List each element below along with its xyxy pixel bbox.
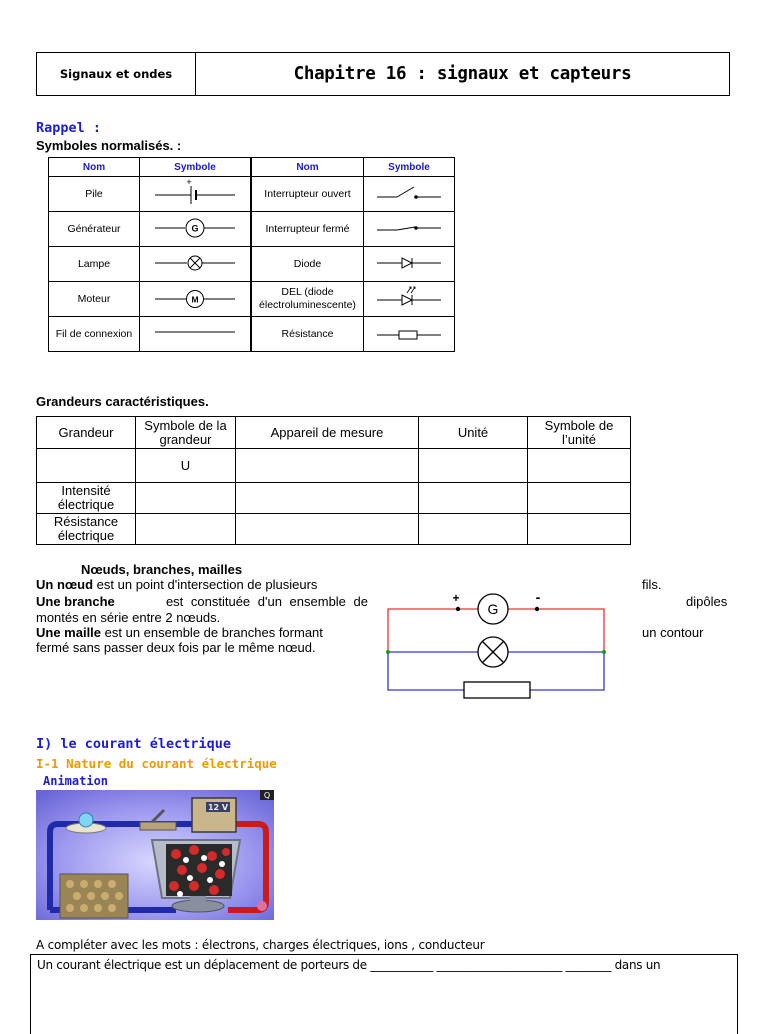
- symbol-name: Lampe: [49, 247, 140, 282]
- unite-cell[interactable]: [419, 449, 528, 483]
- rappel-heading: Rappel :: [36, 120, 102, 136]
- subsection-title: I-1 Nature du courant électrique: [36, 756, 277, 771]
- exercise-instruction: A compléter avec les mots : électrons, charges électriques, ions , conducteur: [36, 938, 485, 952]
- col-header-grandeur: Grandeur: [37, 417, 136, 449]
- led-symbol: [364, 282, 455, 317]
- page-header: [36, 52, 730, 96]
- wire-symbol: [140, 317, 252, 352]
- switch-open-symbol: [364, 177, 455, 212]
- col-header-symbole-grandeur: Symbole de la grandeur: [136, 417, 236, 449]
- noeuds-heading: Nœuds, branches, mailles: [81, 562, 243, 577]
- symbol-name: Diode: [251, 247, 364, 282]
- appareil-cell[interactable]: [236, 514, 419, 545]
- circuit-diagram: [380, 586, 616, 700]
- appareil-cell[interactable]: [236, 449, 419, 483]
- unite-cell[interactable]: [419, 483, 528, 514]
- resistor-symbol: [364, 317, 455, 352]
- noeud-text: est un point d'intersection de plusieurs: [96, 577, 318, 592]
- symbol-cell[interactable]: [136, 514, 236, 545]
- animation-image[interactable]: [36, 790, 274, 920]
- symbols-table: [48, 157, 455, 352]
- generator-symbol: [140, 212, 252, 247]
- symbol-cell: U: [136, 449, 236, 483]
- maille-end: un contour: [642, 625, 704, 640]
- col-header-nom: Nom: [49, 158, 140, 177]
- symbols-heading: Symboles normalisés. :: [36, 138, 182, 153]
- symbol-name: Interrupteur ouvert: [251, 177, 364, 212]
- motor-symbol: [140, 282, 252, 317]
- branche-term: Une branche: [36, 594, 115, 609]
- symbol-name: Générateur: [49, 212, 140, 247]
- subject-label: Signaux et ondes: [37, 53, 196, 95]
- grandeur-cell: Résistance électrique: [37, 514, 136, 545]
- pile-plus-sign: +: [186, 177, 192, 187]
- maille-line2: fermé sans passer deux fois par le même nœud.: [36, 640, 316, 655]
- lamp-symbol: [140, 247, 252, 282]
- animation-corner: Q: [263, 791, 271, 800]
- symbol-name: Résistance: [251, 317, 364, 352]
- maille-definition: [36, 625, 323, 641]
- branche-end: dipôles: [686, 594, 728, 609]
- symbol-name: Pile: [49, 177, 140, 212]
- grandeur-cell: Intensité électrique: [37, 483, 136, 514]
- symbol-name: Moteur: [49, 282, 140, 317]
- symbole-unite-cell[interactable]: [528, 483, 631, 514]
- branche-definition: [36, 594, 368, 610]
- circuit-minus: -: [535, 589, 541, 605]
- noeud-end: fils.: [642, 577, 662, 592]
- resistor-rect: [464, 682, 530, 698]
- col-header-unite: Unité: [419, 417, 528, 449]
- branche-line2: montés en série entre 2 nœuds.: [36, 610, 221, 625]
- symbol-name: Fil de connexion: [49, 317, 140, 352]
- section-title: I) le courant électrique: [36, 736, 232, 752]
- grandeurs-heading: Grandeurs caractéristiques.: [36, 394, 209, 409]
- symbol-name: Interrupteur fermé: [251, 212, 364, 247]
- symbole-unite-cell[interactable]: [528, 449, 631, 483]
- noeud-term: Un nœud: [36, 577, 94, 592]
- noeud-definition: [36, 577, 317, 593]
- motor-letter: M: [191, 294, 199, 304]
- exercise-sentence[interactable]: Un courant électrique est un déplacement de porteurs de ___________ ______________________ ________ dans un: [37, 958, 661, 972]
- col-header-symbole: Symbole: [140, 158, 252, 177]
- circuit-generator-letter: G: [487, 601, 499, 617]
- col-header-symbole-unite: Symbole de l’unité: [528, 417, 631, 449]
- col-header-appareil: Appareil de mesure: [236, 417, 419, 449]
- circuit-plus: +: [452, 591, 460, 605]
- symbol-cell[interactable]: [136, 483, 236, 514]
- grandeurs-table: [36, 416, 631, 545]
- col-header-nom: Nom: [251, 158, 364, 177]
- chapter-title: Chapitre 16 : signaux et capteurs: [293, 64, 632, 84]
- unite-cell[interactable]: [419, 514, 528, 545]
- symbol-name: DEL (diode électroluminescente): [251, 282, 364, 317]
- animation-label: Animation: [43, 774, 109, 788]
- symbole-unite-cell[interactable]: [528, 514, 631, 545]
- switch-closed-symbol: [364, 212, 455, 247]
- grandeur-cell[interactable]: [37, 449, 136, 483]
- branche-text: est constituée d'un ensemble de: [165, 594, 368, 609]
- voltage-display: 12 V: [207, 803, 229, 812]
- col-header-symbole: Symbole: [364, 158, 455, 177]
- appareil-cell[interactable]: [236, 483, 419, 514]
- maille-text: est un ensemble de branches formant: [104, 625, 323, 640]
- exercise-box: [30, 954, 738, 1034]
- generator-letter: G: [191, 223, 199, 233]
- maille-term: Une maille: [36, 625, 102, 640]
- pile-symbol: [140, 177, 252, 212]
- diode-symbol: [364, 247, 455, 282]
